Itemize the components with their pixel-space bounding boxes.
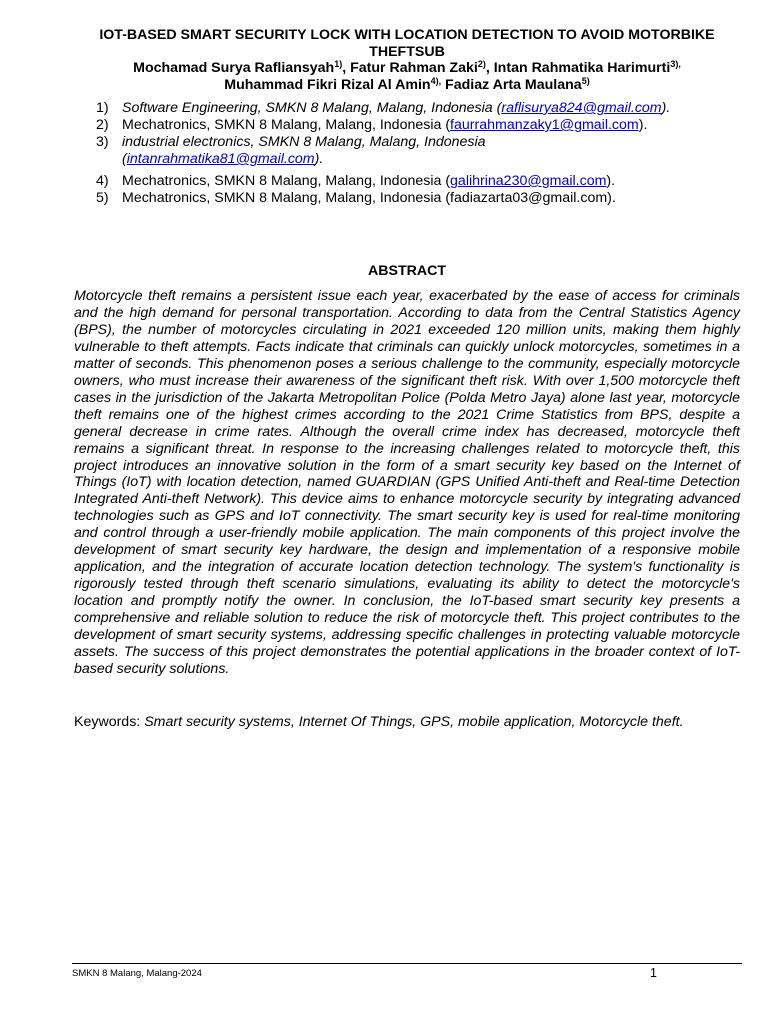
author-affil-mark: 3), <box>670 59 681 69</box>
keywords-label: Keywords: <box>74 714 145 730</box>
affiliation-email-link[interactable]: galihrina230@gmail.com <box>450 173 607 189</box>
affiliation-text: Mechatronics, SMKN 8 Malang, Malang, Indonesia ( <box>122 117 451 133</box>
abstract-body: Motorcycle theft remains a persistent issue each year, exacerbated by the ease of access for criminals and the high demand for personal transportation. According to data from the Central Statistics Agency (BPS), the number of motorcycles circulating in 2021 exceeded 120 million units, making them highly vulnerable to theft attempts. Facts indicate that criminals can quickly unlock motorcycles, sometimes in a matter of seconds. This phenomenon poses a serious challenge to the community, especially motorcycle owners, who must increase their awareness of the significant theft risk. With over 1,500 motorcycle theft cases in the jurisdiction of the Jakarta Metropolitan Police (Polda Metro Jaya) alone last year, motorcycle theft remains one of the highest crimes according to the 2021 Crime Statistics from BPS, despite a general decrease in crime rates. Although the overall crime index has decreased, motorcycle theft remains a significant threat. In response to the increasing challenges related to motorcycle theft, this project introduces an innovative solution in the form of a smart security key based on the Internet of Things (IoT) with location detection, named GUARDIAN (GPS Unified Anti-theft and Real-time Detection Integrated Anti-theft Network). This device aims to enhance motorcycle security by integrating advanced technologies such as GPS and IoT connectivity. The smart security key is used for real-time monitoring and control through a user-friendly mobile application. The main components of this project involve the development of smart security key hardware, the design and implementation of a responsive mobile application, and the integration of accurate location detection technology. The system's functionality is rigorously tested through theft scenario simulations, evaluating its ability to detect the motorcycle's location and promptly notify the owner. In conclusion, the IoT-based smart security key presents a comprehensive and reliable solution to reduce the risk of motorcycle theft. This project contributes to the development of smart security systems, addressing specific challenges in protecting valuable motorcycle assets. The success of this project demonstrates the potential applications in the broader context of IoT-based security solutions. <box>74 288 740 677</box>
author-name: Fatur Rahman Zaki <box>350 60 478 76</box>
affiliation-list <box>74 100 740 207</box>
affiliation-number: 2) <box>96 117 109 133</box>
author-name: Muhammad Fikri Rizal Al Amin <box>224 76 431 93</box>
author-separator: , <box>342 60 351 76</box>
author-name: Mochamad Surya Rafliansyah <box>133 60 335 76</box>
author-name: Intan Rahmatika Harimurti <box>493 60 671 76</box>
footer-divider <box>72 963 742 964</box>
author-affil-mark: 4), <box>430 75 442 86</box>
affiliation-item <box>74 173 740 190</box>
abstract-heading: ABSTRACT <box>367 263 447 279</box>
affiliation-text: Mechatronics, SMKN 8 Malang, Malang, Indonesia ( <box>122 173 451 189</box>
author-name: Fadiaz Arta Maulana <box>445 76 582 93</box>
footer-institution: SMKN 8 Malang, Malang-2024 <box>72 968 202 979</box>
affiliation-email-link[interactable]: faurrahmanzaky1@gmail.com <box>450 117 639 133</box>
author-affil-mark: 2) <box>477 59 486 69</box>
keywords-line <box>74 714 740 731</box>
affiliation-close: ). <box>661 100 671 116</box>
affiliation-close: ). <box>606 173 616 189</box>
affiliation-item <box>74 190 740 207</box>
affiliation-text: industrial electronics, SMKN 8 Malang, Malang, Indonesia <box>122 134 486 150</box>
paper-title: IOT-BASED SMART SECURITY LOCK WITH LOCATION DETECTION TO AVOID MOTORBIKE THEFTSUB <box>99 27 715 60</box>
affiliation-number: 4) <box>96 173 109 189</box>
affiliation-item: 3) industrial electronics, SMKN 8 Malang, Malang, Indonesia (intanrahmatika81@gmail.com). <box>96 134 486 167</box>
author-affil-mark: 1) <box>334 59 343 69</box>
affiliation-text: Mechatronics, SMKN 8 Malang, Malang, Indonesia (fadiazarta03@gmail.com). <box>122 190 616 206</box>
affiliation-email-link[interactable]: intanrahmatika81@gmail.com <box>126 151 315 167</box>
affiliation-close: ). <box>638 117 648 133</box>
affiliation-item <box>74 100 740 117</box>
keywords-values: Smart security systems, Internet Of Things, GPS, mobile application, Motorcycle theft. <box>144 714 684 730</box>
affiliation-email-link[interactable]: raflisurya824@gmail.com <box>501 100 662 116</box>
author-separator: , <box>485 60 494 76</box>
affiliation-text: Software Engineering, SMKN 8 Malang, Malang, Indonesia ( <box>122 100 502 116</box>
author-affil-mark: 5) <box>581 75 590 86</box>
affiliation-number: 3) <box>96 134 109 150</box>
affiliation-close: ). <box>314 151 324 167</box>
affiliation-number: 1) <box>96 100 109 116</box>
affiliation-number: 5) <box>96 190 109 206</box>
affiliation-item <box>74 117 740 134</box>
author-list <box>74 60 740 93</box>
page-number: 1 <box>650 966 657 980</box>
